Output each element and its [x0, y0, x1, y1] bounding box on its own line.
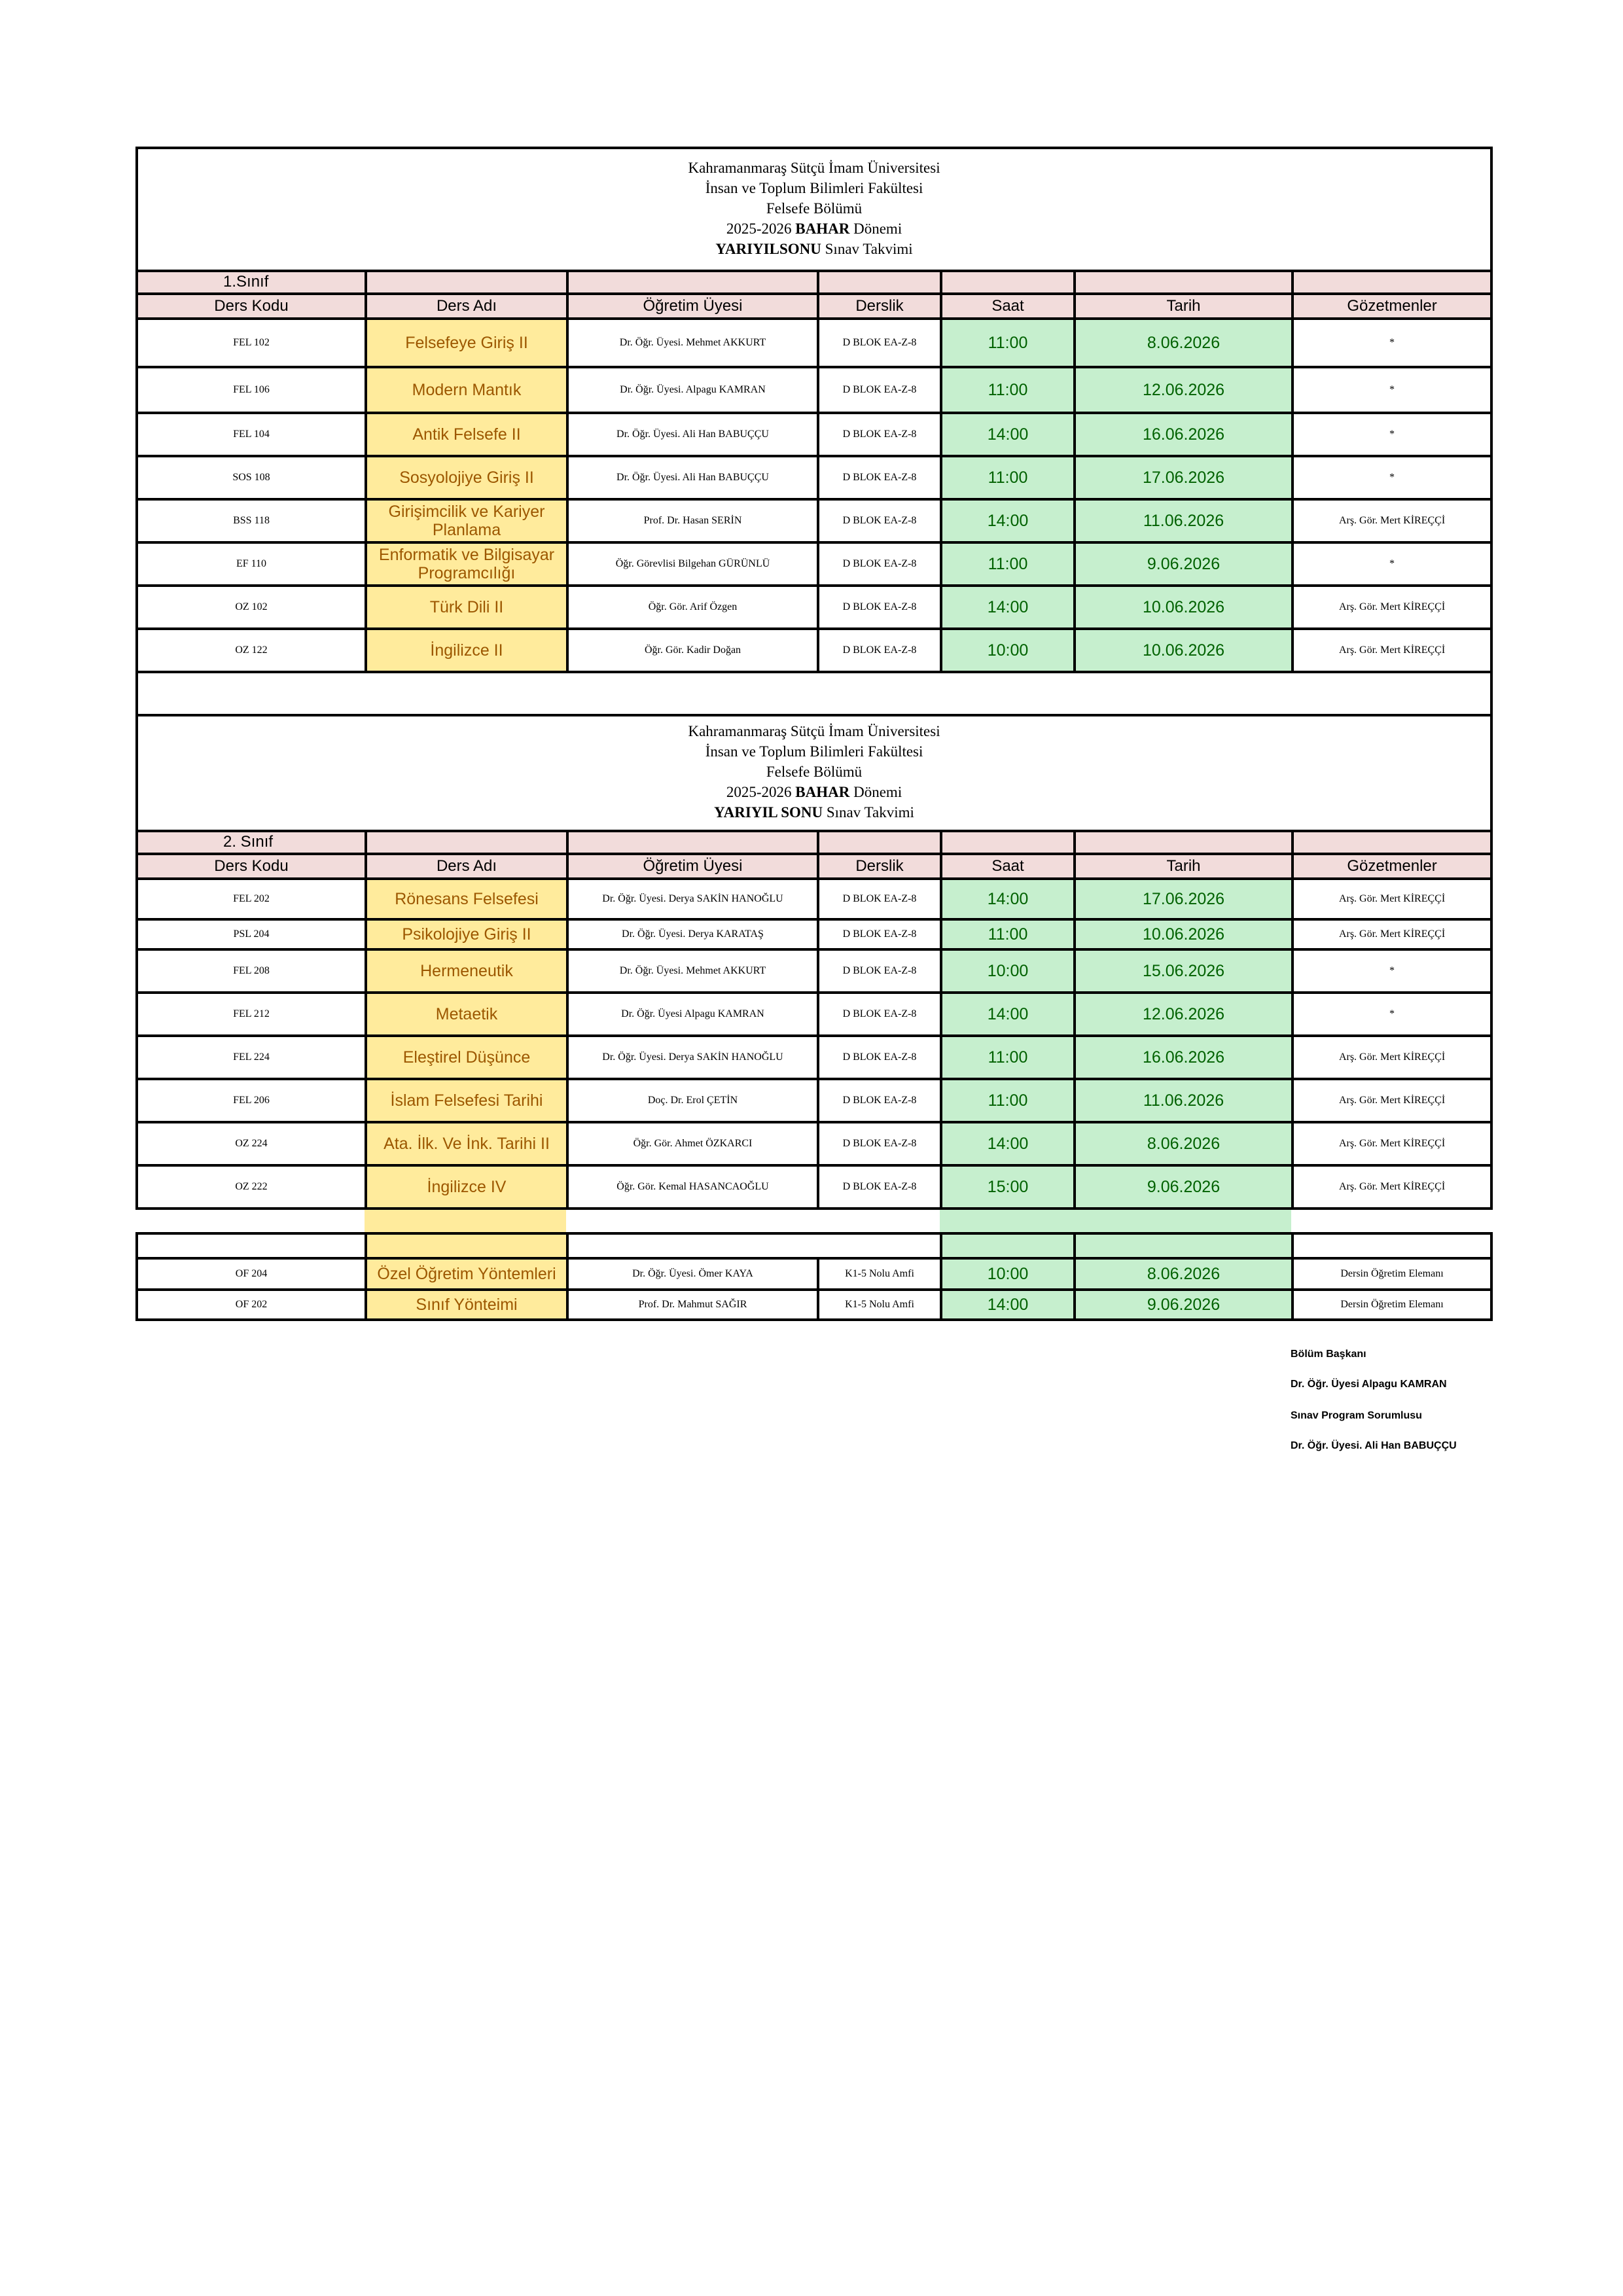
col-gozetmenler: Gözetmenler	[1293, 294, 1491, 319]
section-spacer	[137, 672, 1491, 715]
course-code: FEL 224	[137, 1036, 366, 1079]
course-code: OF 204	[137, 1258, 366, 1290]
section-1-column-header-row	[137, 294, 1491, 319]
exam-date: 10.06.2026	[1075, 586, 1293, 629]
exam-time: 11:00	[941, 542, 1075, 586]
course-name: Modern Mantık	[366, 367, 567, 413]
course-code: OZ 102	[137, 586, 366, 629]
course-name: Türk Dili II	[366, 586, 567, 629]
instructor: Dr. Öğr. Üyesi Alpagu KAMRAN	[567, 993, 818, 1036]
room: D BLOK EA-Z-8	[818, 499, 941, 542]
table-row	[137, 1290, 1491, 1320]
col-derslik: Derslik	[818, 294, 941, 319]
course-name: Psikolojiye Giriş II	[366, 919, 567, 949]
exam-date: 8.06.2026	[1075, 1122, 1293, 1165]
section-1-title-block	[137, 148, 1491, 271]
course-name: Antik Felsefe II	[366, 413, 567, 456]
exam-time: 10:00	[941, 1258, 1075, 1290]
course-name: Rönesans Felsefesi	[366, 879, 567, 919]
program-coordinator-title: Sınav Program Sorumlusu	[1291, 1410, 1422, 1421]
proctor: *	[1293, 993, 1491, 1036]
instructor: Dr. Öğr. Üyesi. Ömer KAYA	[567, 1258, 818, 1290]
col-saat: Saat	[941, 294, 1075, 319]
program-coordinator-name: Dr. Öğr. Üyesi. Ali Han BABUÇÇU	[1291, 1440, 1457, 1451]
proctor: Arş. Gör. Mert KİREÇÇİ	[1293, 1079, 1491, 1122]
proctor: *	[1293, 949, 1491, 993]
instructor: Dr. Öğr. Üyesi. Ali Han BABUÇÇU	[567, 456, 818, 499]
proctor: Arş. Gör. Mert KİREÇÇİ	[1293, 629, 1491, 672]
exam-date: 15.06.2026	[1075, 949, 1293, 993]
instructor: Prof. Dr. Mahmut SAĞIR	[567, 1290, 818, 1320]
instructor: Öğr. Gör. Kadir Doğan	[567, 629, 818, 672]
course-name: Enformatik ve Bilgisayar Programcılığı	[366, 542, 567, 586]
section-2-column-header-row	[137, 854, 1491, 879]
room: D BLOK EA-Z-8	[818, 1079, 941, 1122]
table-row	[137, 1036, 1491, 1079]
exam-date: 8.06.2026	[1075, 1258, 1293, 1290]
proctor: Arş. Gör. Mert KİREÇÇİ	[1293, 1122, 1491, 1165]
room: D BLOK EA-Z-8	[818, 456, 941, 499]
proctor: Arş. Gör. Mert KİREÇÇİ	[1293, 586, 1491, 629]
proctor: Arş. Gör. Mert KİREÇÇİ	[1293, 1036, 1491, 1079]
exam-date: 12.06.2026	[1075, 367, 1293, 413]
exam-date: 17.06.2026	[1075, 879, 1293, 919]
course-name: Eleştirel Düşünce	[366, 1036, 567, 1079]
exam-time: 11:00	[941, 1036, 1075, 1079]
exam-date: 17.06.2026	[1075, 456, 1293, 499]
exam-time: 11:00	[941, 456, 1075, 499]
exam-date: 9.06.2026	[1075, 1165, 1293, 1209]
proctor: Arş. Gör. Mert KİREÇÇİ	[1293, 1165, 1491, 1209]
instructor: Prof. Dr. Hasan SERİN	[567, 499, 818, 542]
course-name: Sınıf Yönteimi	[366, 1290, 567, 1320]
instructor: Dr. Öğr. Üyesi. Mehmet AKKURT	[567, 949, 818, 993]
room: D BLOK EA-Z-8	[818, 879, 941, 919]
faculty-name: İnsan ve Toplum Bilimleri Fakültesi	[705, 179, 923, 196]
table-row	[137, 1258, 1491, 1290]
instructor: Öğr. Gör. Kemal HASANCAOĞLU	[567, 1165, 818, 1209]
exam-schedule-table	[135, 147, 1493, 1210]
course-code: FEL 212	[137, 993, 366, 1036]
extra-empty-cell	[941, 1233, 1075, 1258]
proctor: Dersin Öğretim Elemanı	[1293, 1258, 1491, 1290]
col-ders-kodu: Ders Kodu	[137, 854, 366, 879]
exam-time: 14:00	[941, 499, 1075, 542]
table-row	[137, 993, 1491, 1036]
section-1-class-row	[137, 271, 1491, 294]
proctor: Arş. Gör. Mert KİREÇÇİ	[1293, 879, 1491, 919]
class-label: 2. Sınıf	[137, 831, 366, 854]
department-head-name: Dr. Öğr. Üyesi Alpagu KAMRAN	[1291, 1379, 1447, 1390]
exam-time: 14:00	[941, 993, 1075, 1036]
course-name: Hermeneutik	[366, 949, 567, 993]
course-code: FEL 104	[137, 413, 366, 456]
col-tarih: Tarih	[1075, 294, 1293, 319]
instructor: Öğr. Görevlisi Bilgehan GÜRÜNLÜ	[567, 542, 818, 586]
room: D BLOK EA-Z-8	[818, 993, 941, 1036]
col-ogretim-uyesi: Öğretim Üyesi	[567, 294, 818, 319]
exam-date: 16.06.2026	[1075, 413, 1293, 456]
room: D BLOK EA-Z-8	[818, 949, 941, 993]
table-row	[137, 629, 1491, 672]
exam-time: 11:00	[941, 367, 1075, 413]
extra-empty-cell	[366, 1233, 567, 1258]
course-code: OZ 222	[137, 1165, 366, 1209]
table-row	[137, 542, 1491, 586]
room: K1-5 Nolu Amfi	[818, 1290, 941, 1320]
instructor: Dr. Öğr. Üyesi. Mehmet AKKURT	[567, 319, 818, 367]
exam-date: 10.06.2026	[1075, 919, 1293, 949]
table-row	[137, 586, 1491, 629]
instructor: Dr. Öğr. Üyesi. Ali Han BABUÇÇU	[567, 413, 818, 456]
col-ders-kodu: Ders Kodu	[137, 294, 366, 319]
exam-time: 14:00	[941, 413, 1075, 456]
exam-date: 12.06.2026	[1075, 993, 1293, 1036]
section-spacer-row	[137, 672, 1491, 715]
col-ders-adi: Ders Adı	[366, 854, 567, 879]
exam-date: 9.06.2026	[1075, 1290, 1293, 1320]
course-code: EF 110	[137, 542, 366, 586]
exam-title-line: YARIYILSONU Sınav Takvimi	[715, 240, 913, 257]
exam-date: 10.06.2026	[1075, 629, 1293, 672]
section-2-class-row	[137, 831, 1491, 854]
extra-header-row	[137, 1233, 1491, 1258]
section-2-title-block	[137, 715, 1491, 831]
course-code: FEL 208	[137, 949, 366, 993]
col-ders-adi: Ders Adı	[366, 294, 567, 319]
exam-schedule-sheet	[135, 147, 1490, 1321]
extra-empty-cell	[1293, 1233, 1491, 1258]
exam-date: 11.06.2026	[1075, 499, 1293, 542]
exam-time: 11:00	[941, 919, 1075, 949]
room: D BLOK EA-Z-8	[818, 542, 941, 586]
instructor: Öğr. Gör. Ahmet ÖZKARCI	[567, 1122, 818, 1165]
table-row	[137, 319, 1491, 367]
course-code: FEL 202	[137, 879, 366, 919]
proctor: *	[1293, 319, 1491, 367]
course-name: Sosyolojiye Giriş II	[366, 456, 567, 499]
table-row	[137, 949, 1491, 993]
section-2-title-row	[137, 715, 1491, 831]
instructor: Dr. Öğr. Üyesi. Derya SAKİN HANOĞLU	[567, 879, 818, 919]
exam-time: 11:00	[941, 319, 1075, 367]
exam-time: 10:00	[941, 629, 1075, 672]
department-name: Felsefe Bölümü	[766, 764, 863, 780]
department-head-title: Bölüm Başkanı	[1291, 1349, 1366, 1360]
exam-time: 10:00	[941, 949, 1075, 993]
course-code: BSS 118	[137, 499, 366, 542]
course-name: Metaetik	[366, 993, 567, 1036]
room: D BLOK EA-Z-8	[818, 1036, 941, 1079]
course-code: PSL 204	[137, 919, 366, 949]
col-tarih: Tarih	[1075, 854, 1293, 879]
table-row	[137, 919, 1491, 949]
room: K1-5 Nolu Amfi	[818, 1258, 941, 1290]
exam-date: 11.06.2026	[1075, 1079, 1293, 1122]
gap-strip	[135, 1210, 1490, 1232]
course-name: Özel Öğretim Yöntemleri	[366, 1258, 567, 1290]
room: D BLOK EA-Z-8	[818, 367, 941, 413]
exam-date: 8.06.2026	[1075, 319, 1293, 367]
course-name: Girişimcilik ve Kariyer Planlama	[366, 499, 567, 542]
extra-courses-table	[135, 1232, 1493, 1321]
exam-time: 11:00	[941, 1079, 1075, 1122]
course-name: Ata. İlk. Ve İnk. Tarihi II	[366, 1122, 567, 1165]
proctor: Arş. Gör. Mert KİREÇÇİ	[1293, 499, 1491, 542]
extra-empty-cell	[567, 1233, 941, 1258]
exam-time: 14:00	[941, 1290, 1075, 1320]
gap-green-fill	[940, 1210, 1291, 1232]
faculty-name: İnsan ve Toplum Bilimleri Fakültesi	[705, 743, 923, 760]
term-line: 2025-2026 BAHAR Dönemi	[726, 220, 902, 237]
course-code: OF 202	[137, 1290, 366, 1320]
room: D BLOK EA-Z-8	[818, 1122, 941, 1165]
proctor: *	[1293, 542, 1491, 586]
col-gozetmenler: Gözetmenler	[1293, 854, 1491, 879]
department-name: Felsefe Bölümü	[766, 200, 863, 217]
extra-empty-cell	[1075, 1233, 1293, 1258]
course-code: FEL 102	[137, 319, 366, 367]
course-code: OZ 122	[137, 629, 366, 672]
section-1-title-row	[137, 148, 1491, 271]
room: D BLOK EA-Z-8	[818, 1165, 941, 1209]
table-row	[137, 413, 1491, 456]
gap-yellow-fill	[365, 1210, 566, 1232]
course-code: FEL 206	[137, 1079, 366, 1122]
course-name: Felsefeye Giriş II	[366, 319, 567, 367]
col-ogretim-uyesi: Öğretim Üyesi	[567, 854, 818, 879]
room: D BLOK EA-Z-8	[818, 586, 941, 629]
course-name: İslam Felsefesi Tarihi	[366, 1079, 567, 1122]
course-code: SOS 108	[137, 456, 366, 499]
table-row	[137, 1122, 1491, 1165]
course-name: İngilizce II	[366, 629, 567, 672]
proctor: Dersin Öğretim Elemanı	[1293, 1290, 1491, 1320]
instructor: Dr. Öğr. Üyesi. Derya SAKİN HANOĞLU	[567, 1036, 818, 1079]
instructor: Dr. Öğr. Üyesi. Alpagu KAMRAN	[567, 367, 818, 413]
course-name: İngilizce IV	[366, 1165, 567, 1209]
exam-time: 14:00	[941, 1122, 1075, 1165]
class-label: 1.Sınıf	[137, 271, 366, 294]
table-row	[137, 1079, 1491, 1122]
room: D BLOK EA-Z-8	[818, 919, 941, 949]
exam-date: 16.06.2026	[1075, 1036, 1293, 1079]
col-saat: Saat	[941, 854, 1075, 879]
room: D BLOK EA-Z-8	[818, 319, 941, 367]
instructor: Dr. Öğr. Üyesi. Derya KARATAŞ	[567, 919, 818, 949]
table-row	[137, 879, 1491, 919]
proctor: *	[1293, 367, 1491, 413]
table-row	[137, 499, 1491, 542]
room: D BLOK EA-Z-8	[818, 413, 941, 456]
university-name: Kahramanmaraş Sütçü İmam Üniversitesi	[688, 723, 940, 739]
university-name: Kahramanmaraş Sütçü İmam Üniversitesi	[688, 159, 940, 176]
proctor: Arş. Gör. Mert KİREÇÇİ	[1293, 919, 1491, 949]
proctor: *	[1293, 413, 1491, 456]
extra-empty-cell	[137, 1233, 366, 1258]
table-row	[137, 456, 1491, 499]
instructor: Doç. Dr. Erol ÇETİN	[567, 1079, 818, 1122]
exam-time: 15:00	[941, 1165, 1075, 1209]
instructor: Öğr. Gör. Arif Özgen	[567, 586, 818, 629]
signature-block	[1291, 1347, 1457, 1468]
exam-time: 14:00	[941, 879, 1075, 919]
col-derslik: Derslik	[818, 854, 941, 879]
table-row	[137, 1165, 1491, 1209]
exam-title-line: YARIYIL SONU Sınav Takvimi	[714, 804, 914, 821]
course-code: FEL 106	[137, 367, 366, 413]
course-code: OZ 224	[137, 1122, 366, 1165]
exam-date: 9.06.2026	[1075, 542, 1293, 586]
exam-time: 14:00	[941, 586, 1075, 629]
term-line: 2025-2026 BAHAR Dönemi	[726, 784, 902, 800]
proctor: *	[1293, 456, 1491, 499]
room: D BLOK EA-Z-8	[818, 629, 941, 672]
table-row	[137, 367, 1491, 413]
